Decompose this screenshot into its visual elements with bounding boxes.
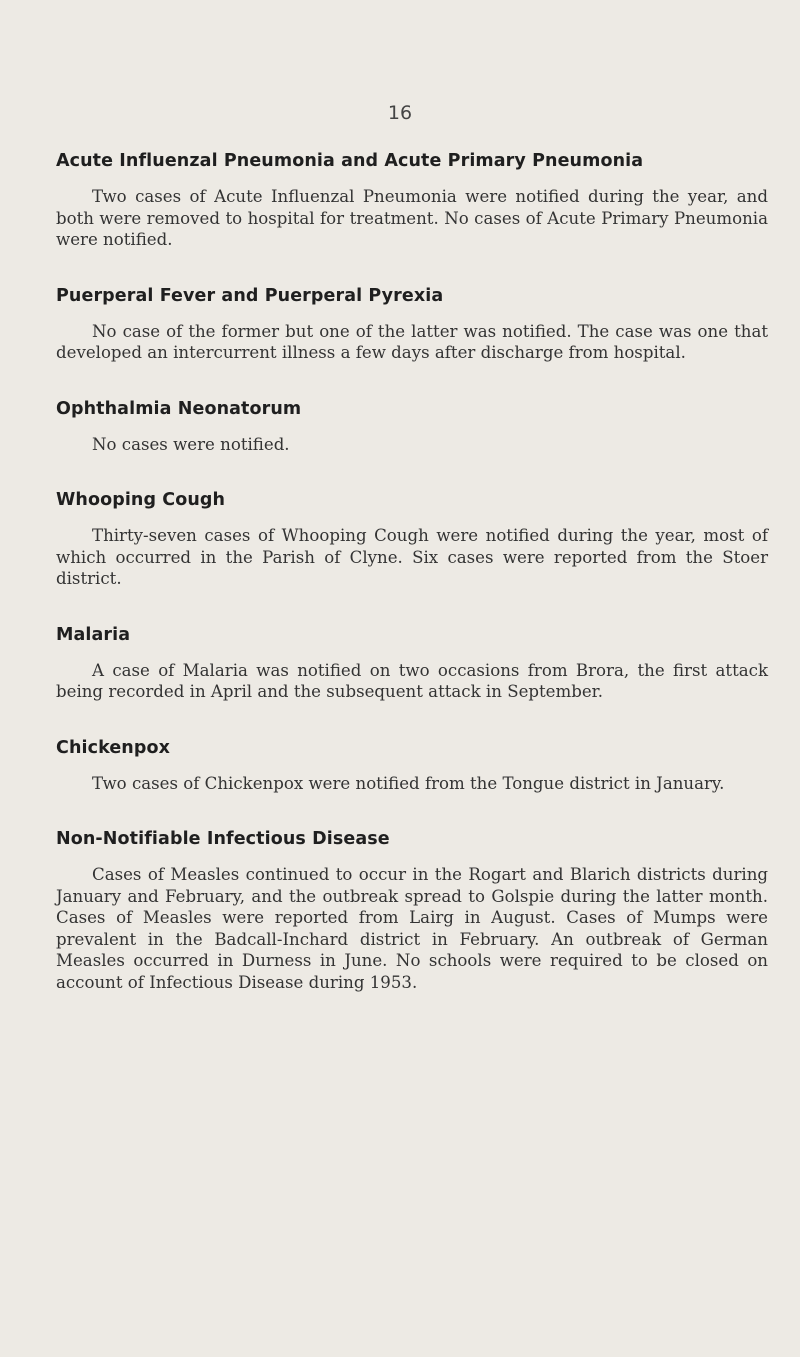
page-number: 16 [387, 102, 413, 124]
section-non-notifiable-infectious-disease [56, 828, 768, 993]
section-puerperal-fever [56, 285, 768, 364]
section-paragraph: Thirty-seven cases of Whooping Cough were notified during the year, most of which occurred in the Parish of Clyne. Six cases were reported from the Stoer district. [56, 526, 768, 588]
section-heading: Acute Influenzal Pneumonia and Acute Primary Pneumonia [56, 151, 644, 171]
section-paragraph: Cases of Measles continued to occur in the Rogart and Blarich districts during January and February, and the outbreak spread to Golspie during the latter month. Cases of Measles were reported from Lairg in August. Cases of Mumps were prevalent in the Badcall-Inchard district in February. An outbreak of German Measles occurred in Durness in June. No schools were required to be closed on account of Infectious Disease during 1953. [56, 865, 768, 992]
section-paragraph: A case of Malaria was notified on two occasions from Brora, the first attack being recorded in April and the subsequent attack in September. [56, 660, 768, 701]
section-heading: Non-Notifiable Infectious Disease [56, 829, 390, 849]
section-paragraph: Two cases of Acute Influenzal Pneumonia were notified during the year, and both were removed to hospital for treatment. No cases of Acute Primary Pneumonia were notified. [56, 187, 768, 249]
section-heading: Malaria [56, 624, 131, 645]
section-paragraph: No cases were notified. [92, 434, 290, 454]
section-paragraph: Two cases of Chickenpox were notified from the Tongue district in January. [92, 773, 725, 793]
section-malaria [56, 624, 768, 703]
section-ophthalmia-neonatorum [56, 398, 768, 456]
section-heading: Chickenpox [56, 737, 171, 758]
section-heading: Ophthalmia Neonatorum [56, 398, 302, 419]
section-paragraph: No case of the former but one of the latter was notified. The case was one that developed an intercurrent illness a few days after discharge from hospital. [56, 321, 768, 362]
section-whooping-cough [56, 489, 768, 590]
section-heading: Whooping Cough [56, 490, 226, 510]
section-heading: Puerperal Fever and Puerperal Pyrexia [56, 285, 444, 306]
section-chickenpox [56, 737, 768, 795]
section-acute-influenzal-pneumonia [56, 150, 768, 251]
document-body [56, 150, 768, 1027]
